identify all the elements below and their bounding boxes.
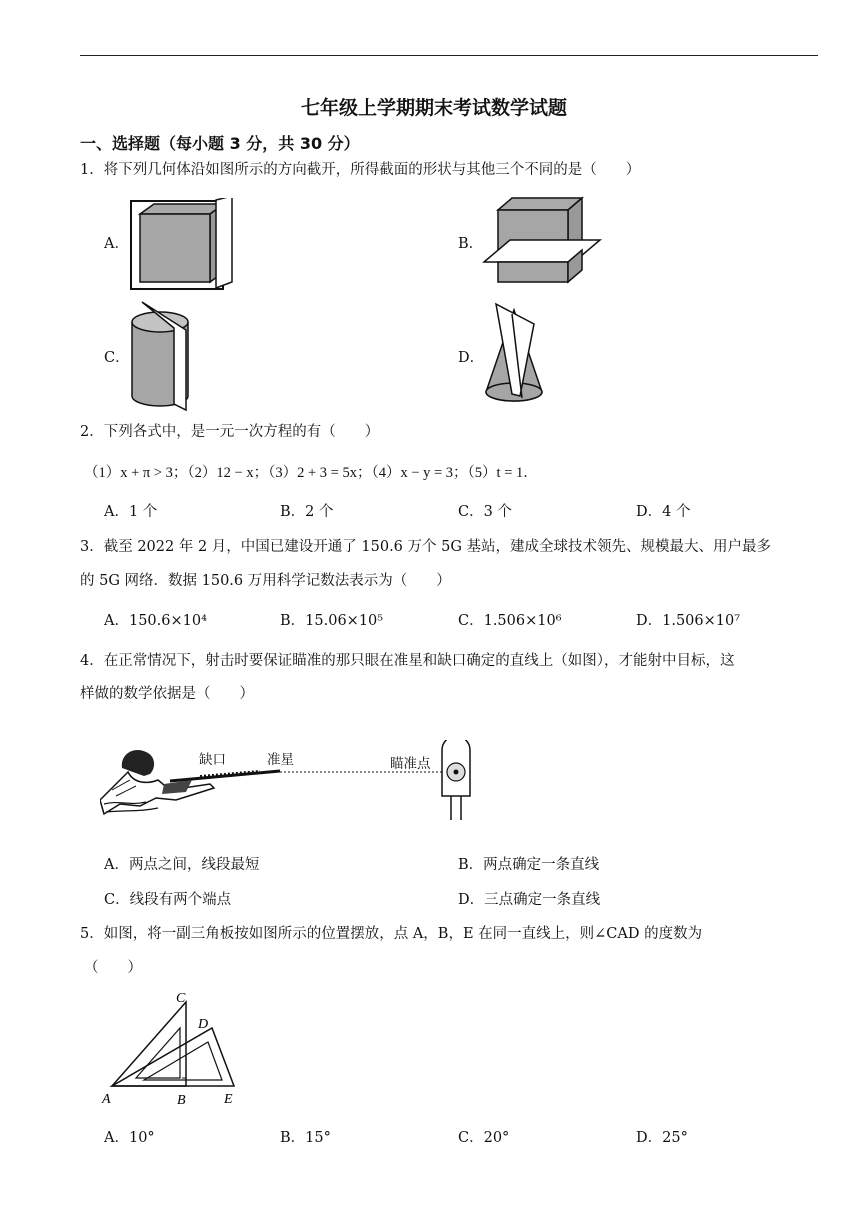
q2-stem: 2．下列各式中，是一元一次方程的有（ ）: [80, 424, 380, 440]
header-rule: [80, 55, 818, 56]
q3-option-a[interactable]: A．150.6×10⁴: [104, 613, 207, 629]
q5-stem-line1: 5．如图，将一副三角板按如图所示的位置摆放，点 A，B，E 在同一直线上，则∠CAD 的度数为: [80, 926, 703, 942]
point-b-label: B: [177, 1093, 186, 1108]
q1-option-c-label[interactable]: C．: [104, 350, 130, 366]
q4-option-d[interactable]: D．三点确定一条直线: [458, 892, 601, 908]
set-square-diagram: [100, 990, 250, 1108]
point-a-label: A: [102, 1092, 111, 1107]
q1-option-d-label[interactable]: D．: [458, 350, 485, 366]
q2-option-d[interactable]: D．4 个: [636, 504, 691, 520]
q3-option-d[interactable]: D．1.506×10⁷: [636, 613, 741, 629]
page-title: 七年级上学期期末考试数学试题: [300, 97, 567, 119]
q5-stem-line2: （ ）: [84, 960, 142, 976]
section-heading: 一、选择题（每小题 3 分，共 30 分）: [80, 134, 360, 153]
q1-figure-a: [128, 198, 236, 292]
point-d-label: D: [198, 1017, 209, 1032]
point-c-label: C: [176, 991, 186, 1006]
label-aim-point: 瞄准点: [390, 756, 431, 772]
q5-option-d[interactable]: D．25°: [636, 1130, 688, 1146]
q4-option-a[interactable]: A．两点之间，线段最短: [104, 857, 260, 873]
shooter-illustration: [100, 740, 480, 822]
q4-option-c[interactable]: C．线段有两个端点: [104, 892, 232, 908]
q4-stem-line2: 样做的数学依据是（ ）: [80, 686, 254, 702]
q2-expressions: （1）x + π > 3；（2）12 − x；（3）2 + 3 = 5x；（4）x − y = 3；（5）t = 1．: [84, 465, 538, 481]
label-notch: 缺口: [199, 752, 226, 768]
q2-option-b[interactable]: B．2 个: [280, 504, 334, 520]
q2-option-a[interactable]: A．1 个: [104, 504, 158, 520]
label-front-sight: 准星: [267, 752, 294, 768]
q1-figure-b: [482, 196, 604, 288]
q1-stem: 1．将下列几何体沿如图所示的方向截开，所得截面的形状与其他三个不同的是（ ）: [80, 162, 641, 178]
q5-option-a[interactable]: A．10°: [104, 1130, 155, 1146]
q4-stem-line1: 4．在正常情况下，射击时要保证瞄准的那只眼在准星和缺口确定的直线上（如图），才能射中目标，这: [80, 653, 735, 669]
q3-option-b[interactable]: B．15.06×10⁵: [280, 613, 384, 629]
q2-option-c[interactable]: C．3 个: [458, 504, 512, 520]
q3-option-c[interactable]: C．1.506×10⁶: [458, 613, 562, 629]
q1-option-b-label[interactable]: B．: [458, 236, 484, 252]
q1-option-a-label[interactable]: A．: [104, 236, 129, 252]
q5-option-b[interactable]: B．15°: [280, 1130, 331, 1146]
q1-figure-d: [482, 300, 548, 412]
q3-stem-line1: 3．截至 2022 年 2 月，中国已建设开通了 150.6 万个 5G 基站，建成全球技术领先、规模最大、用户最多: [80, 539, 772, 555]
q1-figure-c: [128, 300, 194, 412]
q3-stem-line2: 的 5G 网络．数据 150.6 万用科学记数法表示为（ ）: [80, 573, 451, 589]
q4-option-b[interactable]: B．两点确定一条直线: [458, 857, 600, 873]
q5-option-c[interactable]: C．20°: [458, 1130, 510, 1146]
point-e-label: E: [224, 1092, 233, 1107]
